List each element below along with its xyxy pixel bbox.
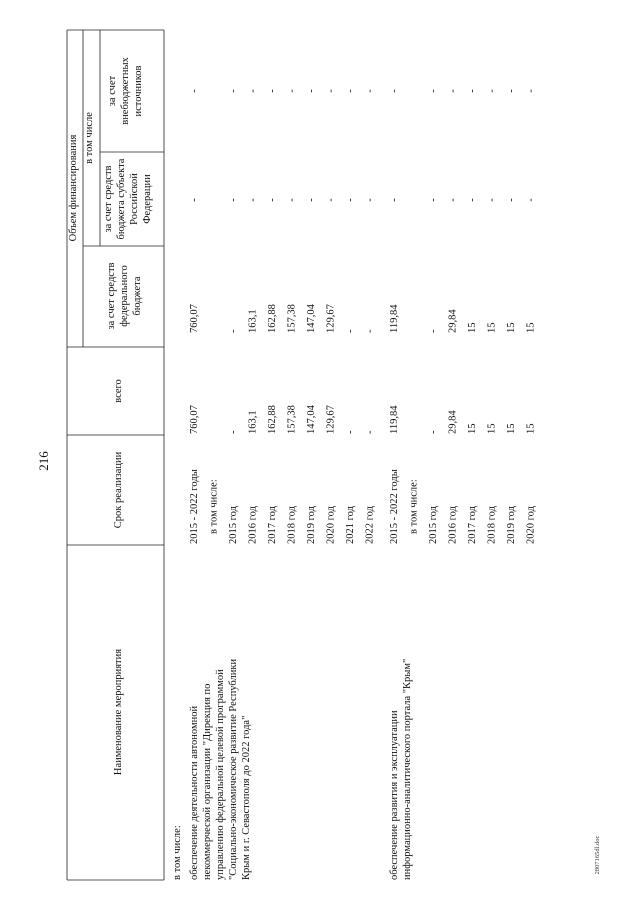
federal-cell: 15	[467, 322, 478, 333]
federal-cell: 119,84	[389, 304, 400, 333]
intro-label: в том числе:	[172, 825, 183, 880]
measure-name-line: информационно-аналитического портала "Крым"	[402, 658, 413, 880]
header-extra-line: за счет	[107, 75, 118, 107]
regional-cell: -	[364, 198, 376, 202]
measure-name-line: управлению федеральной целевой программой	[215, 669, 226, 880]
extra-cell: -	[428, 89, 439, 93]
total-cell: 162,88	[267, 405, 278, 434]
federal-cell: 29,84	[447, 309, 459, 333]
federal-cell: 163,1	[247, 309, 259, 333]
header-period: Срок реализации	[113, 451, 124, 529]
header-regional-line: бюджета субъекта	[116, 158, 127, 240]
period-subtotal-label: в том числе:	[408, 479, 420, 534]
period-cell: 2015 - 2022 годы	[389, 469, 400, 544]
measure-name-line: обеспечение деятельности автономной	[189, 705, 200, 880]
extra-cell: -	[247, 89, 259, 93]
total-cell: 15	[525, 423, 537, 434]
total-cell: 147,04	[306, 405, 317, 434]
federal-cell: -	[364, 329, 376, 333]
period-cell: 2015 год	[428, 506, 439, 544]
regional-cell: -	[189, 198, 200, 202]
regional-cell: -	[267, 198, 278, 202]
period-cell: 2017 год	[267, 506, 278, 544]
page-number: 216	[36, 451, 51, 471]
period-cell: 2016 год	[447, 506, 459, 544]
period-cell: 2015 год	[228, 506, 239, 544]
header-extra-line: внебюджетных	[120, 57, 131, 125]
regional-cell: -	[345, 198, 356, 202]
extra-cell: -	[389, 89, 400, 93]
period-cell: 2018 год	[486, 506, 498, 544]
total-cell: 15	[486, 423, 498, 434]
extra-cell: -	[228, 89, 239, 93]
total-cell: -	[428, 430, 439, 434]
header-regional-line: за счет средств	[103, 165, 114, 233]
federal-cell: 129,67	[325, 304, 337, 333]
regional-cell: -	[306, 198, 317, 202]
extra-cell: -	[267, 89, 278, 93]
measure-name-line: "Социально-экономическое развитие Республики	[228, 658, 239, 880]
total-cell: 129,67	[325, 405, 337, 434]
extra-cell: -	[486, 89, 498, 93]
measure-name-line: Крым и г. Севастополя до 2022 года"	[241, 715, 252, 880]
header-federal-line: федерального	[119, 265, 130, 327]
period-cell: 2018 год	[286, 506, 298, 544]
extra-cell: -	[189, 89, 200, 93]
federal-cell: -	[428, 329, 439, 333]
total-cell: 29,84	[447, 410, 459, 434]
header-federal-line: бюджета	[132, 276, 143, 316]
total-cell: 157,38	[286, 405, 298, 434]
extra-cell: -	[525, 89, 537, 93]
federal-cell: 15	[525, 322, 537, 333]
period-cell: 2020 год	[525, 506, 537, 544]
regional-cell: -	[428, 198, 439, 202]
regional-cell: -	[389, 198, 400, 202]
regional-cell: -	[325, 198, 337, 202]
header-name: Наименование мероприятия	[113, 648, 124, 776]
period-cell: 2015 - 2022 годы	[189, 469, 200, 544]
total-cell: 760,07	[189, 405, 200, 434]
federal-cell: 15	[486, 322, 498, 333]
total-cell: -	[364, 430, 376, 434]
extra-cell: -	[467, 89, 478, 93]
federal-cell: 760,07	[189, 304, 200, 333]
federal-cell: -	[228, 329, 239, 333]
total-cell: 119,84	[389, 405, 400, 434]
federal-cell: 147,04	[306, 304, 317, 333]
extra-cell: -	[286, 89, 298, 93]
regional-cell: -	[486, 198, 498, 202]
period-cell: 2019 год	[306, 506, 317, 544]
extra-cell: -	[306, 89, 317, 93]
extra-cell: -	[325, 89, 337, 93]
header-financing: Объем финансирования	[68, 134, 79, 242]
extra-cell: -	[364, 89, 376, 93]
federal-cell: 162,88	[267, 304, 278, 333]
total-cell: 15	[506, 423, 517, 434]
period-cell: 2017 год	[467, 506, 478, 544]
header-extra-line: источников	[133, 65, 144, 117]
header-in-that: в том числе	[84, 112, 95, 164]
period-cell: 2016 год	[247, 506, 259, 544]
period-cell: 2021 год	[345, 506, 356, 544]
regional-cell: -	[447, 198, 459, 202]
regional-cell: -	[467, 198, 478, 202]
federal-cell: 157,38	[286, 304, 298, 333]
header-total: всего	[113, 379, 124, 403]
regional-cell: -	[247, 198, 259, 202]
period-cell: 2019 год	[506, 506, 517, 544]
extra-cell: -	[506, 89, 517, 93]
extra-cell: -	[345, 89, 356, 93]
federal-cell: -	[345, 329, 356, 333]
extra-cell: -	[447, 89, 459, 93]
regional-cell: -	[525, 198, 537, 202]
total-cell: 15	[467, 423, 478, 434]
financing-table	[67, 30, 537, 880]
regional-cell: -	[286, 198, 298, 202]
regional-cell: -	[228, 198, 239, 202]
measure-name-line: обеспечение развития и эксплуатации	[389, 710, 400, 880]
header-regional-line: Российской	[129, 173, 140, 225]
header-regional-line: Федерации	[142, 174, 153, 224]
federal-cell: 15	[506, 322, 517, 333]
period-subtotal-label: в том числе:	[208, 479, 220, 534]
regional-cell: -	[506, 198, 517, 202]
period-cell: 2022 год	[364, 506, 376, 544]
total-cell: 163,1	[247, 410, 259, 434]
period-cell: 2020 год	[325, 506, 337, 544]
header-federal-line: за счет средств	[106, 262, 117, 330]
measure-name-line: некоммерческой организации "Дирекция по	[202, 683, 213, 880]
footer-filename: 2807165dl.doc	[594, 835, 601, 875]
total-cell: -	[345, 430, 356, 434]
total-cell: -	[228, 430, 239, 434]
